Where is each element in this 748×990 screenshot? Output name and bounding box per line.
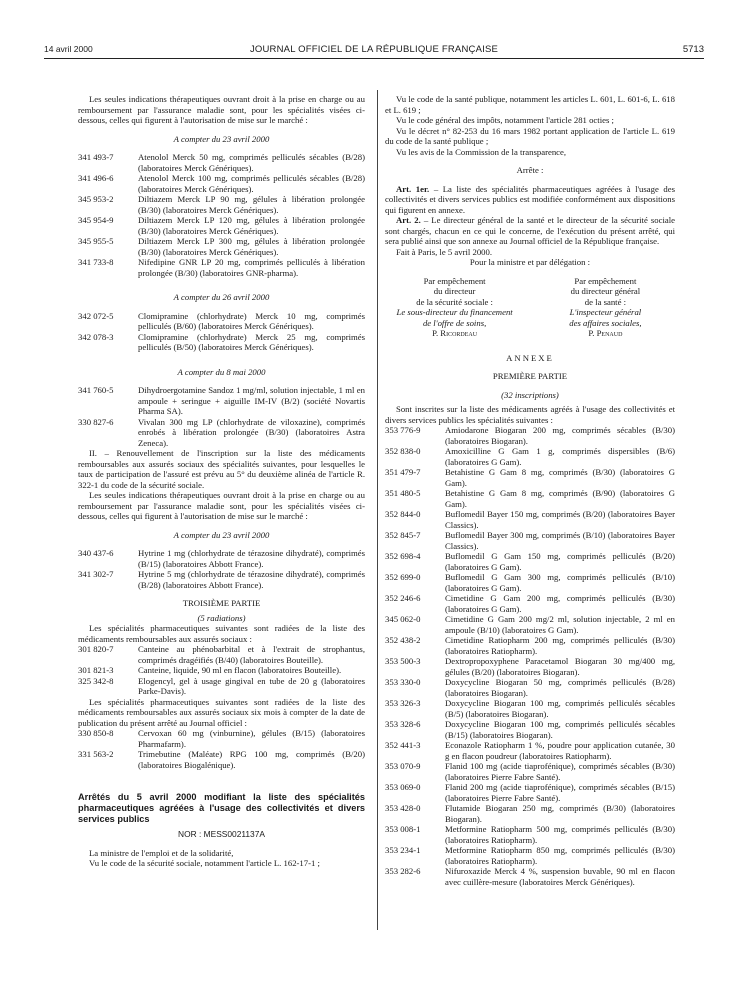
specialty-entry (385, 509, 675, 530)
specialty-entry (385, 782, 675, 803)
cip-code: 351 479-7 (385, 467, 421, 477)
cip-code: 353 328-6 (385, 719, 421, 729)
specialty-description: Atenolol Merck 100 mg, comprimés pelliculés sécables (B/28) (laboratoires Merck Génériques). (138, 173, 365, 194)
cip-code: 352 698-4 (385, 551, 421, 561)
specialty-description: Flutamide Biogaran 250 mg, comprimés (B/30) (laboratoires Biogaran). (445, 803, 675, 824)
specialty-description: Doxycycline Biogaran 100 mg, comprimés pelliculés sécables (B/5) (laboratoires Biogaran). (445, 698, 675, 719)
specialty-entry (78, 215, 365, 236)
cip-code: 340 437-6 (78, 548, 114, 558)
effective-date-heading: A compter du 26 avril 2000 (173, 292, 270, 302)
right-column (385, 94, 675, 887)
annex-title: ANNEXE (506, 352, 554, 363)
specialty-description: Amoxicilline G Gam 1 g, comprimés dispersibles (B/6) (laboratoires G Gam). (445, 446, 675, 467)
legal-reference: Vu le décret n° 82-253 du 16 mars 1982 portant application de l'article L. 619 du code de la santé publique ; (385, 125, 675, 146)
inscription-paragraph: Sont inscrites sur la liste des médicaments agréés à l'usage des collectivités et divers services publics les spécialités suivantes : (385, 404, 675, 425)
cip-code: 341 733-8 (78, 257, 114, 267)
signature-line: des affaires sociales, (569, 317, 642, 328)
cip-code: 345 954-9 (78, 215, 114, 225)
journal-title: JOURNAL OFFICIEL DE LA RÉPUBLIQUE FRANÇAISE (249, 44, 499, 55)
legal-reference: Vu le code général des impôts, notamment l'article 281 octies ; (396, 115, 614, 125)
legal-reference: Vu le code de la santé publique, notamment les articles L. 601, L. 601-6, L. 618 et L. 619 ; (385, 94, 675, 115)
part-title: TROISIÈME PARTIE (182, 598, 261, 608)
cip-code: 341 302-7 (78, 569, 114, 579)
specialty-description: Buflomedil G Gam 150 mg, comprimés pelliculés (B/20) (laboratoires G Gam). (445, 551, 675, 572)
article-label: Art. 2. (396, 215, 421, 225)
specialty-entry (78, 236, 365, 257)
nor-reference: NOR : MESS0021137A (178, 829, 265, 839)
specialty-entry (385, 761, 675, 782)
signature-line: du directeur (433, 286, 476, 296)
cip-code: 345 955-5 (78, 236, 114, 246)
decree-title: Arrêtés du 5 avril 2000 modifiant la liste des spécialités pharmaceutiques agréées à l'usage des collectivités et divers services publics (78, 792, 365, 824)
specialty-description: Buflomedil G Gam 300 mg, comprimés pelliculés (B/10) (laboratoires G Gam). (445, 572, 675, 593)
specialty-list (78, 311, 365, 353)
left-column (78, 94, 365, 869)
signature-line: Par empêchement (423, 275, 486, 286)
specialty-description: Vivalan 300 mg LP (chlorhydrate de viloxazine), comprimés enrobés à libération prolongée (B/30) (laboratoires Astra Zeneca). (138, 416, 365, 448)
signature-line: de la santé : (584, 296, 627, 307)
specialty-description: Clomipramine (chlorhydrate) Merck 10 mg, comprimés pelliculés (B/60) (laboratoires Merck Génériques). (138, 310, 365, 331)
cip-code: 342 078-3 (78, 331, 114, 342)
specialty-description: Nifedipine GNR LP 20 mg, comprimés pelliculés à libération prolongée (B/30) (laboratoires GNR-pharma). (138, 257, 365, 278)
cip-code: 341 493-7 (78, 152, 114, 162)
signatory-name: P. Penaud (588, 328, 623, 338)
specialty-description: Diltiazem Merck LP 90 mg, gélules à libération prolongée (B/30) (laboratoires Merck Génériques). (138, 194, 365, 215)
cip-code: 353 776-9 (385, 425, 421, 435)
signature-line: de l'offre de soins, (422, 317, 487, 328)
cip-code: 345 062-0 (385, 614, 421, 624)
legal-reference: Vu les avis de la Commission de la transparence, (396, 146, 567, 157)
signature-line: Le sous-directeur du financement (396, 307, 513, 317)
specialty-entry (78, 569, 365, 590)
specialty-entry (78, 173, 365, 194)
signature-line: du directeur général (570, 286, 641, 296)
specialty-description: Metformine Ratiopharm 500 mg, comprimés pelliculés (B/30) (laboratoires Ratiopharm). (445, 824, 675, 845)
cip-code: 353 234-1 (385, 845, 421, 855)
signature-right (536, 276, 675, 339)
effective-date-heading: A compter du 8 mai 2000 (177, 366, 266, 377)
specialty-entry (385, 488, 675, 509)
specialty-entry (385, 719, 675, 740)
article-2 (385, 215, 675, 247)
specialty-description: Cervoxan 60 mg (vinburnine), gélules (B/15) (laboratoires Pharmafarm). (138, 728, 365, 749)
page-number: 5713 (682, 44, 704, 55)
cip-code: 351 480-5 (385, 488, 421, 498)
indications-paragraph: Les seules indications thérapeutiques ouvrant droit à la prise en charge ou au remboursement par l'assurance maladie sont, pour les spécialités visées ci-dessous, celles qui figurent à l'autorisation de mise sur le marché : (78, 490, 365, 521)
specialty-description: Buflomedil Bayer 300 mg, comprimés (B/10) (laboratoires Bayer Classics). (445, 530, 675, 551)
cip-code: 341 496-6 (78, 173, 114, 183)
cip-code: 301 820-7 (78, 644, 114, 654)
specialty-description: Diltiazem Merck LP 300 mg, gélules à libération prolongée (B/30) (laboratoires Merck Génériques). (138, 236, 365, 257)
cip-code: 325 342-8 (78, 675, 114, 686)
cip-code: 352 838-0 (385, 446, 421, 456)
specialty-description: Doxycycline Biogaran 100 mg, comprimés pelliculés sécables (B/15) (laboratoires Biogaran). (445, 719, 675, 740)
cip-code: 353 069-0 (385, 782, 421, 792)
specialty-entry (385, 740, 675, 761)
specialty-description: Canteine, liquide, 90 ml en flacon (laboratoires Bouteille). (138, 665, 342, 675)
part-subtitle: (32 inscriptions) (501, 389, 559, 400)
article-text: – Le directeur général de la santé et le directeur de la sécurité sociale sont chargés, chacun en ce qui le concerne, de l'exécution du présent arrêté, qui sera publié ainsi que son annexe au Journal officiel de la République française. (385, 215, 675, 246)
signature-line: L'inspecteur général (569, 307, 642, 317)
specialty-list (78, 728, 365, 770)
specialty-entry (385, 551, 675, 572)
specialty-description: Clomipramine (chlorhydrate) Merck 25 mg, comprimés pelliculés (B/50) (laboratoires Merck Génériques). (138, 331, 365, 352)
specialty-list (78, 644, 365, 697)
specialty-list (78, 385, 365, 448)
delegation-line: Pour la ministre et par délégation : (469, 257, 591, 267)
header-rule (44, 58, 704, 59)
indications-paragraph: Les seules indications thérapeutiques ouvrant droit à la prise en charge ou au remboursement par l'assurance maladie sont, pour les spécialités visées ci-dessous, celles qui figurent à l'autorisation de mise sur le marché : (78, 94, 365, 125)
specialty-entry (385, 803, 675, 824)
specialty-entry (78, 417, 365, 449)
signature-line: de la sécurité sociale : (416, 296, 493, 307)
specialty-entry (78, 194, 365, 215)
part-title: PREMIÈRE PARTIE (492, 371, 568, 381)
signatures (385, 276, 675, 339)
specialty-description: Flanid 100 mg (acide tiaprofénique), comprimés sécables (B/30) (laboratoires Pierre Fabre Santé). (445, 761, 675, 782)
cip-code: 341 760-5 (78, 385, 114, 395)
effective-date-heading: A compter du 23 avril 2000 (173, 529, 270, 540)
specialty-description: Canteine au phénobarbital et à l'extrait de strophantus, comprimés dragéifiés (B/40) (laboratoires Bouteille). (138, 644, 365, 665)
part-subtitle: (5 radiations) (197, 612, 246, 623)
specialty-entry (78, 665, 365, 676)
specialty-entry (385, 425, 675, 446)
cip-code: 353 008-1 (385, 824, 421, 834)
radiation-paragraph: Les spécialités pharmaceutiques suivantes sont radiées de la liste des médicaments remboursables aux assurés sociaux six mois à compter de la date de publication du présent arrêté au Journal officiel : (78, 696, 365, 728)
specialty-entry (385, 614, 675, 635)
specialty-entry (78, 728, 365, 749)
specialty-entry (385, 824, 675, 845)
cip-code: 352 845-7 (385, 530, 421, 540)
article-1 (385, 184, 675, 216)
specialty-entry (78, 311, 365, 332)
signature-left (385, 276, 524, 339)
specialty-description: Betahistine G Gam 8 mg, comprimés (B/30) (laboratoires G Gam). (445, 467, 675, 488)
specialty-description: Cimetidine G Gam 200 mg, comprimés pelliculés (B/30) (laboratoires G Gam). (445, 593, 675, 614)
specialty-description: Amiodarone Biogaran 200 mg, comprimés sécables (B/30) (laboratoires Biogaran). (445, 425, 675, 446)
specialty-entry (385, 572, 675, 593)
specialty-description: Dihydroergotamine Sandoz 1 mg/ml, solution injectable, 1 ml en ampoule + seringue + aiguille IM-IV (B/2) (société Novartis Pharma SA). (138, 385, 365, 416)
specialty-description: Atenolol Merck 50 mg, comprimés pelliculés sécables (B/28) (laboratoires Merck Génériques). (138, 152, 365, 173)
cip-code: 352 438-2 (385, 635, 421, 645)
specialty-entry (385, 845, 675, 866)
specialty-description: Betahistine G Gam 8 mg, comprimés (B/90) (laboratoires G Gam). (445, 488, 675, 509)
specialty-entry (78, 548, 365, 569)
cip-code: 330 827-6 (78, 416, 114, 427)
specialty-list (385, 425, 675, 887)
specialty-entry (78, 257, 365, 278)
cip-code: 353 330-0 (385, 677, 421, 687)
specialty-description: Elogencyl, gel à usage gingival en tube de 20 g (laboratoires Parke-Davis). (138, 675, 365, 696)
specialty-entry (78, 385, 365, 417)
specialty-entry (385, 530, 675, 551)
specialty-description: Hytrine 5 mg (chlorhydrate de térazosine dihydraté), comprimés (B/28) (laboratoires Abbott France). (138, 569, 365, 590)
cip-code: 352 699-0 (385, 572, 421, 582)
specialty-entry (385, 467, 675, 488)
specialty-description: Doxycycline Biogaran 50 mg, comprimés pelliculés (B/28) (laboratoires Biogaran). (445, 677, 675, 698)
cip-code: 331 563-2 (78, 749, 114, 759)
specialty-entry (385, 698, 675, 719)
page-header (44, 44, 704, 58)
cip-code: 353 282-6 (385, 866, 421, 876)
cip-code: 353 070-9 (385, 761, 421, 771)
renewal-paragraph: II. – Renouvellement de l'inscription sur la liste des médicaments remboursables aux assurés sociaux des spécialités suivantes, pour lesquelles le taux de participation de l'assuré est prévu au 5° du deuxième alinéa de l'article R. 322-1 du code de la sécurité sociale. (78, 448, 365, 490)
specialty-description: Flanid 200 mg (acide tiaprofénique), comprimés sécables (B/15) (laboratoires Pierre Fabre Santé). (445, 782, 675, 803)
radiation-paragraph: Les spécialités pharmaceutiques suivantes sont radiées de la liste des médicaments remboursables aux assurés sociaux : (78, 623, 365, 644)
specialty-description: Buflomedil Bayer 150 mg, comprimés (B/20) (laboratoires Bayer Classics). (445, 509, 675, 530)
specialty-list (78, 548, 365, 590)
specialty-entry (78, 152, 365, 173)
specialty-description: Metformine Ratiopharm 850 mg, comprimés pelliculés (B/30) (laboratoires Ratiopharm). (445, 845, 675, 866)
specialty-description: Cimetidine Ratiopharm 200 mg, comprimés pelliculés (B/30) (laboratoires Ratiopharm). (445, 635, 675, 656)
specialty-entry (385, 635, 675, 656)
signature-place-date: Fait à Paris, le 5 avril 2000. (396, 246, 493, 257)
column-divider (377, 90, 378, 930)
cip-code: 342 072-5 (78, 310, 114, 321)
specialty-entry (78, 676, 365, 697)
specialty-description: Dextropropoxyphene Paracetamol Biogaran 30 mg/400 mg, gélules (B/20) (laboratoires Biogaran). (445, 656, 675, 677)
header-date: 14 avril 2000 (44, 44, 93, 54)
specialty-description: Econazole Ratiopharm 1 %, poudre pour application cutanée, 30 g en flacon poudreur (laboratoires Ratiopharm). (445, 740, 675, 761)
specialty-entry (385, 656, 675, 677)
cip-code: 345 953-2 (78, 194, 114, 204)
signature-line: Par empêchement (574, 275, 637, 286)
specialty-list (78, 152, 365, 278)
legal-reference: Vu le code de la sécurité sociale, notamment l'article L. 162-17-1 ; (89, 858, 320, 868)
specialty-description: Trimebutine (Maléate) RPG 100 mg, comprimés (B/20) (laboratoires Biogalénique). (138, 749, 365, 770)
cip-code: 353 428-0 (385, 803, 421, 813)
decree-verb: Arrête : (516, 165, 544, 175)
article-label: Art. 1er. (396, 183, 430, 194)
specialty-description: Diltiazem Merck LP 120 mg, gélules à libération prolongée (B/30) (laboratoires Merck Génériques). (138, 215, 365, 236)
specialty-entry (78, 332, 365, 353)
cip-code: 352 246-6 (385, 593, 421, 603)
article-text: – La liste des spécialités pharmaceutiques agréées à l'usage des collectivités et divers services publics est modifiée conformément aux dispositions qui figurent en annexe. (385, 183, 675, 215)
specialty-entry (385, 593, 675, 614)
signatory-name: P. Ricordeau (432, 328, 478, 338)
cip-code: 352 441-3 (385, 740, 421, 750)
effective-date-heading: A compter du 23 avril 2000 (173, 133, 270, 144)
specialty-entry (385, 446, 675, 467)
specialty-entry (385, 677, 675, 698)
cip-code: 353 500-3 (385, 656, 421, 666)
specialty-entry (78, 644, 365, 665)
cip-code: 301 821-3 (78, 665, 114, 675)
cip-code: 352 844-0 (385, 509, 421, 519)
cip-code: 330 850-8 (78, 728, 114, 738)
specialty-description: Nifuroxazide Merck 4 %, suspension buvable, 90 ml en flacon avec cuillère-mesure (laboratoires Merck Génériques). (445, 866, 675, 887)
specialty-description: Hytrine 1 mg (chlorhydrate de térazosine dihydraté), comprimés (B/15) (laboratoires Abbott France). (138, 548, 365, 569)
specialty-entry (385, 866, 675, 887)
specialty-description: Cimetidine G Gam 200 mg/2 ml, solution injectable, 2 ml en ampoule (B/10) (laboratoires G Gam). (445, 614, 675, 635)
specialty-entry (78, 749, 365, 770)
cip-code: 353 326-3 (385, 698, 421, 708)
minister-line: La ministre de l'emploi et de la solidarité, (89, 847, 234, 858)
